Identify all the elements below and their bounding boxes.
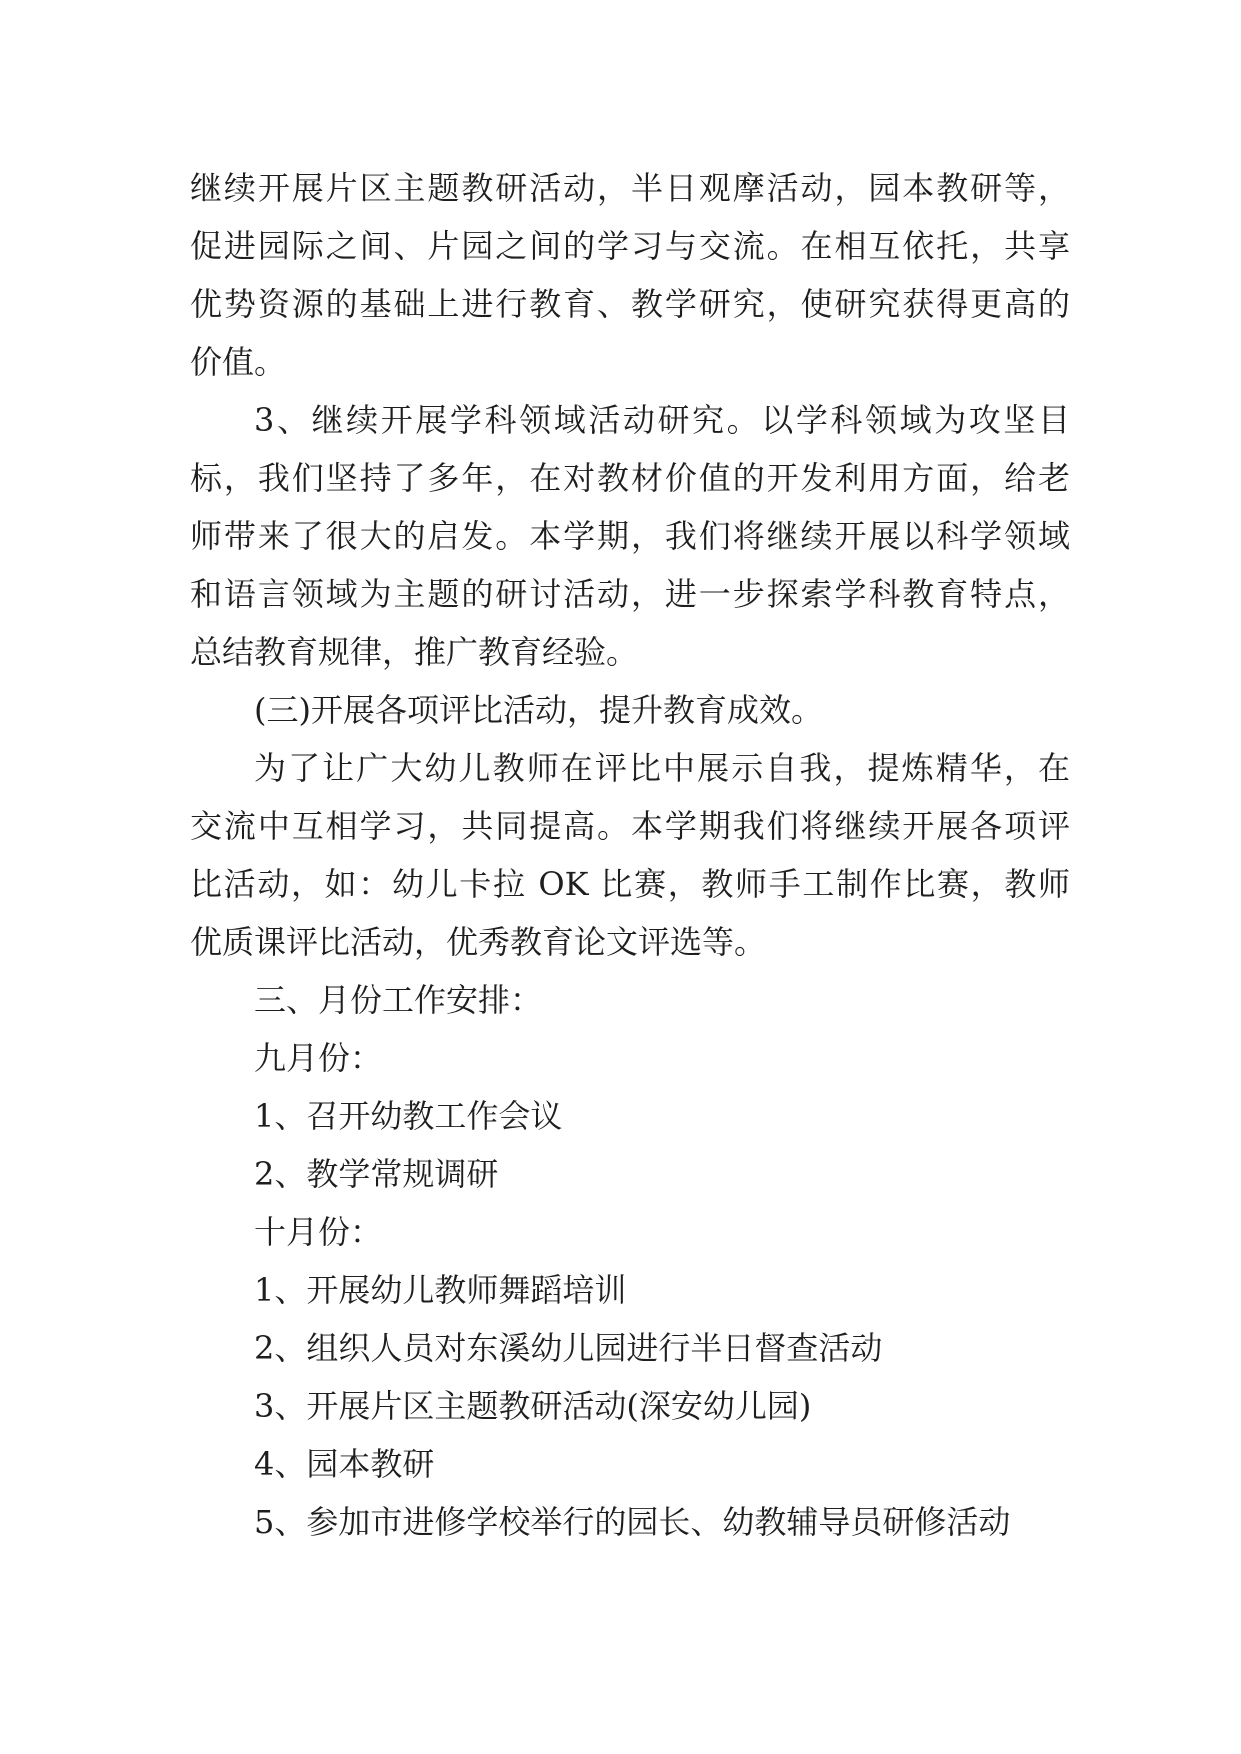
text-line: 十月份：: [254, 1213, 383, 1251]
text-line: (三)开展各项评比活动，提升教育成效。: [254, 691, 823, 729]
text-line: 师带来了很大的启发。本学期，我们将继续开展以科学领域: [190, 517, 1070, 555]
text-line: 3、继续开展学科领域活动研究。以学科领域为攻坚目: [254, 401, 1070, 439]
text-line: 总结教育规律，推广教育经验。: [190, 633, 639, 671]
text-line: 1、召开幼教工作会议: [254, 1097, 563, 1135]
text-line: 4、园本教研: [254, 1445, 435, 1483]
text-line: 标，我们坚持了多年，在对教材价值的开发利用方面，给老: [190, 459, 1070, 497]
text-line: 交流中互相学习，共同提高。本学期我们将继续开展各项评: [190, 807, 1070, 845]
text-line: 继续开展片区主题教研活动，半日观摩活动，园本教研等，: [190, 169, 1070, 207]
text-line: 2、组织人员对东溪幼儿园进行半日督查活动: [254, 1329, 883, 1367]
text-line: 九月份：: [254, 1039, 383, 1077]
text-line: 3、开展片区主题教研活动(深安幼儿园): [254, 1387, 812, 1425]
text-line: 1、开展幼儿教师舞蹈培训: [254, 1271, 627, 1309]
text-line: 为了让广大幼儿教师在评比中展示自我，提炼精华，在: [254, 749, 1070, 787]
text-line: 2、教学常规调研: [254, 1155, 499, 1193]
document-body: [190, 159, 1070, 1551]
text-line: 比活动，如：幼儿卡拉 OK 比赛，教师手工制作比赛，教师: [190, 865, 1070, 903]
text-line: 5、参加市进修学校举行的园长、幼教辅导员研修活动: [254, 1503, 1011, 1541]
text-line: 三、月份工作安排：: [254, 981, 543, 1019]
text-line: 促进园际之间、片园之间的学习与交流。在相互依托，共享: [190, 227, 1070, 265]
text-line: 价值。: [190, 343, 287, 381]
text-line: 和语言领域为主题的研讨活动，进一步探索学科教育特点，: [190, 575, 1070, 613]
text-line: 优势资源的基础上进行教育、教学研究，使研究获得更高的: [190, 285, 1070, 323]
text-line: 优质课评比活动，优秀教育论文评选等。: [190, 923, 767, 961]
